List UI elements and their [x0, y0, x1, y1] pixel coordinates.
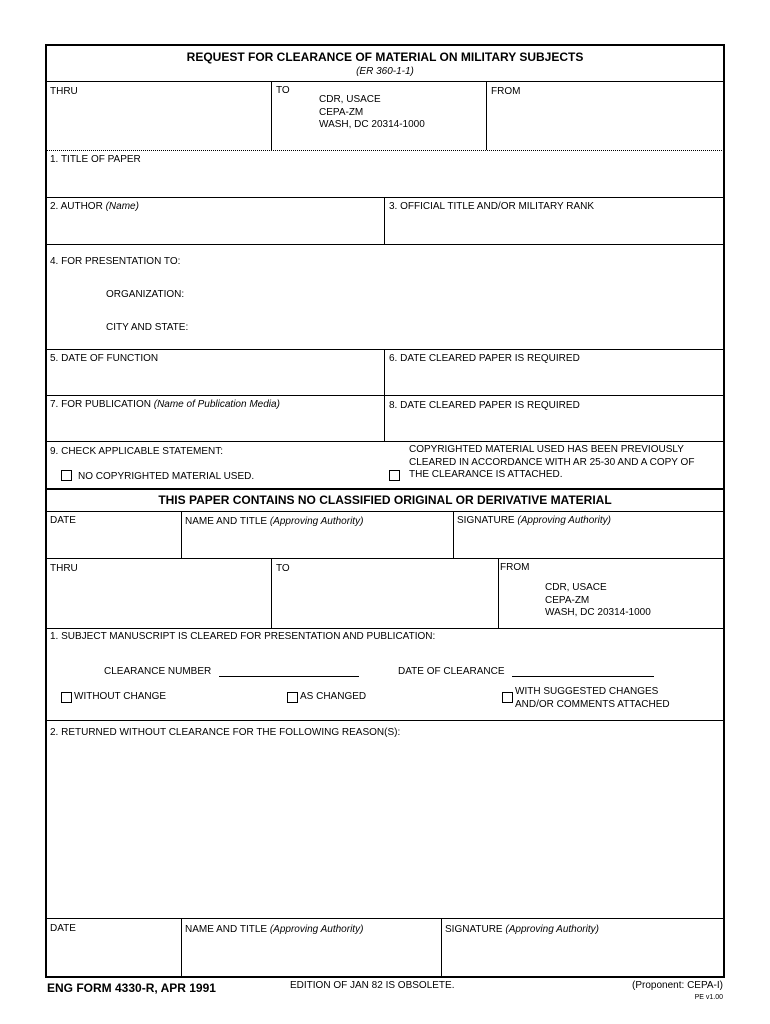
- thru-label: THRU: [50, 86, 78, 97]
- date-required-8-label: 8. DATE CLEARED PAPER IS REQUIRED: [389, 400, 580, 411]
- to-address: CDR, USACE CEPA-ZM WASH, DC 20314-1000: [319, 94, 425, 130]
- form-title: REQUEST FOR CLEARANCE OF MATERIAL ON MILITARY SUBJECTS: [186, 50, 584, 64]
- returned-statement: 2. RETURNED WITHOUT CLEARANCE FOR THE FOLLOWING REASON(S):: [50, 727, 401, 738]
- author-label: 2. AUTHOR (Name): [50, 201, 139, 212]
- approval2-signature-label: SIGNATURE (Approving Authority): [445, 924, 599, 935]
- title-of-paper-label: 1. TITLE OF PAPER: [50, 154, 141, 165]
- to-label: TO: [276, 85, 290, 96]
- approval1-signature-label: SIGNATURE (Approving Authority): [457, 515, 611, 526]
- cleared-statement: 1. SUBJECT MANUSCRIPT IS CLEARED FOR PRESENTATION AND PUBLICATION:: [50, 631, 436, 642]
- city-state-label: CITY AND STATE:: [106, 322, 189, 333]
- proponent: (Proponent: CEPA-I): [632, 980, 723, 991]
- edition-note: EDITION OF JAN 82 IS OBSOLETE.: [290, 980, 455, 991]
- copyright-statement: COPYRIGHTED MATERIAL USED HAS BEEN PREVIOUSLY CLEARED IN ACCORDANCE WITH AR 25-30 AND A COPY OF THE CLEARANCE IS ATTACHED.: [409, 444, 695, 480]
- date-of-function-label: 5. DATE OF FUNCTION: [50, 353, 159, 364]
- return-thru-label: THRU: [50, 563, 78, 574]
- date-of-clearance-input[interactable]: [512, 676, 654, 677]
- with-suggested-checkbox[interactable]: [502, 692, 513, 703]
- no-copyright-checkbox[interactable]: [61, 470, 72, 481]
- clearance-number-label: CLEARANCE NUMBER: [104, 666, 212, 677]
- approval1-name-label: NAME AND TITLE (Approving Authority): [185, 516, 364, 527]
- return-to-label: TO: [276, 563, 290, 574]
- with-suggested-label: WITH SUGGESTED CHANGES AND/OR COMMENTS ATTACHED: [515, 686, 670, 710]
- no-copyright-label: NO COPYRIGHTED MATERIAL USED.: [78, 471, 255, 482]
- form-id: ENG FORM 4330-R, APR 1991: [47, 981, 216, 995]
- as-changed-label: AS CHANGED: [300, 691, 367, 702]
- approval2-date-label: DATE: [50, 923, 76, 934]
- as-changed-checkbox[interactable]: [287, 692, 298, 703]
- return-from-address: CDR, USACE CEPA-ZM WASH, DC 20314-1000: [545, 582, 651, 618]
- date-of-clearance-label: DATE OF CLEARANCE: [398, 666, 505, 677]
- publication-label: 7. FOR PUBLICATION (Name of Publication Media): [50, 399, 280, 410]
- version: PE v1.00: [694, 994, 723, 1001]
- copyright-attached-checkbox[interactable]: [389, 470, 400, 481]
- clearance-number-input[interactable]: [219, 676, 359, 677]
- organization-label: ORGANIZATION:: [106, 289, 185, 300]
- without-change-checkbox[interactable]: [61, 692, 72, 703]
- approval2-name-label: NAME AND TITLE (Approving Authority): [185, 924, 364, 935]
- form-regulation: (ER 360-1-1): [356, 66, 414, 77]
- return-from-label: FROM: [500, 562, 530, 573]
- approval1-date-label: DATE: [50, 515, 76, 526]
- from-label: FROM: [491, 86, 521, 97]
- date-required-6-label: 6. DATE CLEARED PAPER IS REQUIRED: [389, 353, 580, 364]
- check-statement-label: 9. CHECK APPLICABLE STATEMENT:: [50, 446, 224, 457]
- without-change-label: WITHOUT CHANGE: [74, 691, 167, 702]
- official-title-label: 3. OFFICIAL TITLE AND/OR MILITARY RANK: [389, 201, 595, 212]
- presentation-to-label: 4. FOR PRESENTATION TO:: [50, 256, 181, 267]
- classified-banner: THIS PAPER CONTAINS NO CLASSIFIED ORIGINAL OR DERIVATIVE MATERIAL: [158, 493, 612, 507]
